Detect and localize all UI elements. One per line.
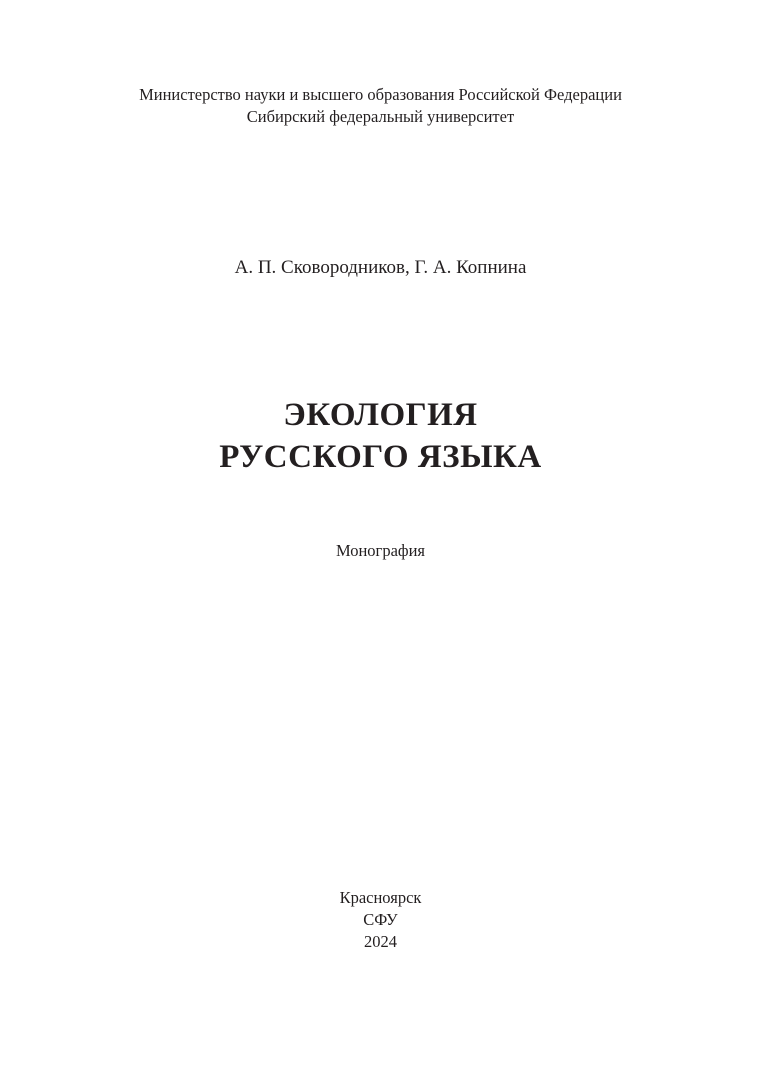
authors-line: А. П. Сковородников, Г. А. Копнина xyxy=(234,257,527,278)
authors xyxy=(0,255,761,281)
imprint-city: Красноярск xyxy=(339,888,422,907)
imprint-publisher: СФУ xyxy=(363,910,398,929)
title-line-1: ЭКОЛОГИЯ xyxy=(283,397,478,433)
document-type-label: Монография xyxy=(335,541,426,560)
title-line-2: РУССКОГО ЯЗЫКА xyxy=(219,439,542,475)
document-type xyxy=(0,540,761,562)
imprint xyxy=(0,887,761,953)
book-title xyxy=(0,394,761,478)
ministry-name: Министерство науки и высшего образования Российской Федерации xyxy=(139,85,622,104)
university-name: Сибирский федеральный университет xyxy=(246,107,515,126)
imprint-year: 2024 xyxy=(364,932,397,951)
institution-header xyxy=(0,84,761,128)
